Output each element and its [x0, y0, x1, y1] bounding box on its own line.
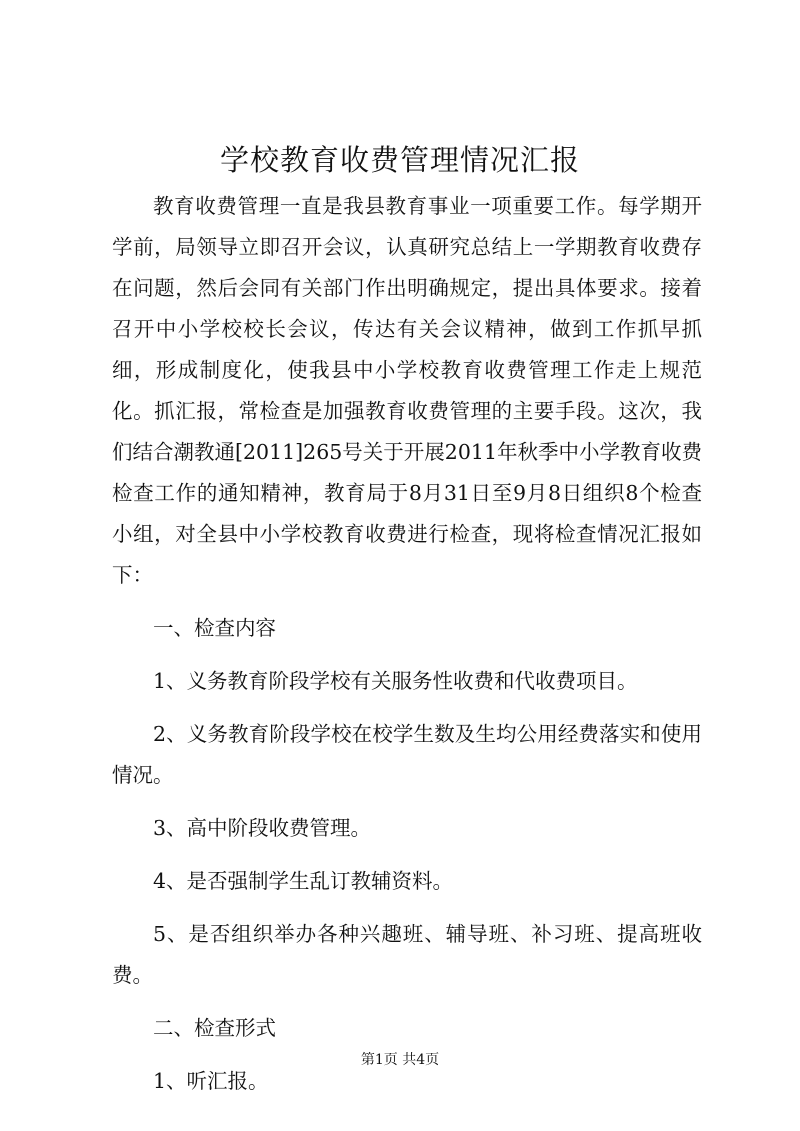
list-item: 5、是否组织举办各种兴趣班、辅导班、补习班、提高班收费。 — [112, 922, 702, 987]
document-body — [112, 186, 702, 1102]
intro-paragraph: 教育收费管理一直是我县教育事业一项重要工作。每学期开学前，局领导立即召开会议，认真研究总结上一学期教育收费存在问题，然后会同有关部门作出明确规定，提出具体要求。接着召开中小学校校长会议，传达有关会议精神，做到工作抓早抓细，形成制度化，使我县中小学校教育收费管理工作走上规范化。抓汇报，常检查是加强教育收费管理的主要手段。这次，我们结合潮教通[2011]265号关于开展2011年秋季中小学教育收费检查工作的通知精神，教育局于8月31日至9月8日组织8个检查小组，对全县中小学校教育收费进行检查，现将检查情况汇报如下： — [112, 194, 702, 587]
list-item: 1、义务教育阶段学校有关服务性收费和代收费项目。 — [153, 669, 638, 693]
section-heading-inspection-form: 二、检查形式 — [153, 1016, 276, 1040]
list-item: 1、听汇报。 — [153, 1069, 269, 1093]
list-item: 2、义务教育阶段学校在校学生数及生均公用经费落实和使用情况。 — [112, 722, 702, 787]
list-item: 3、高中阶段收费管理。 — [153, 816, 372, 840]
document-title: 学校教育收费管理情况汇报 — [219, 143, 580, 177]
list-item: 4、是否强制学生乱订教辅资料。 — [153, 869, 454, 893]
section-heading-inspection-content: 一、检查内容 — [153, 616, 276, 640]
page-number-footer: 第1页 共4页 — [360, 1052, 440, 1068]
